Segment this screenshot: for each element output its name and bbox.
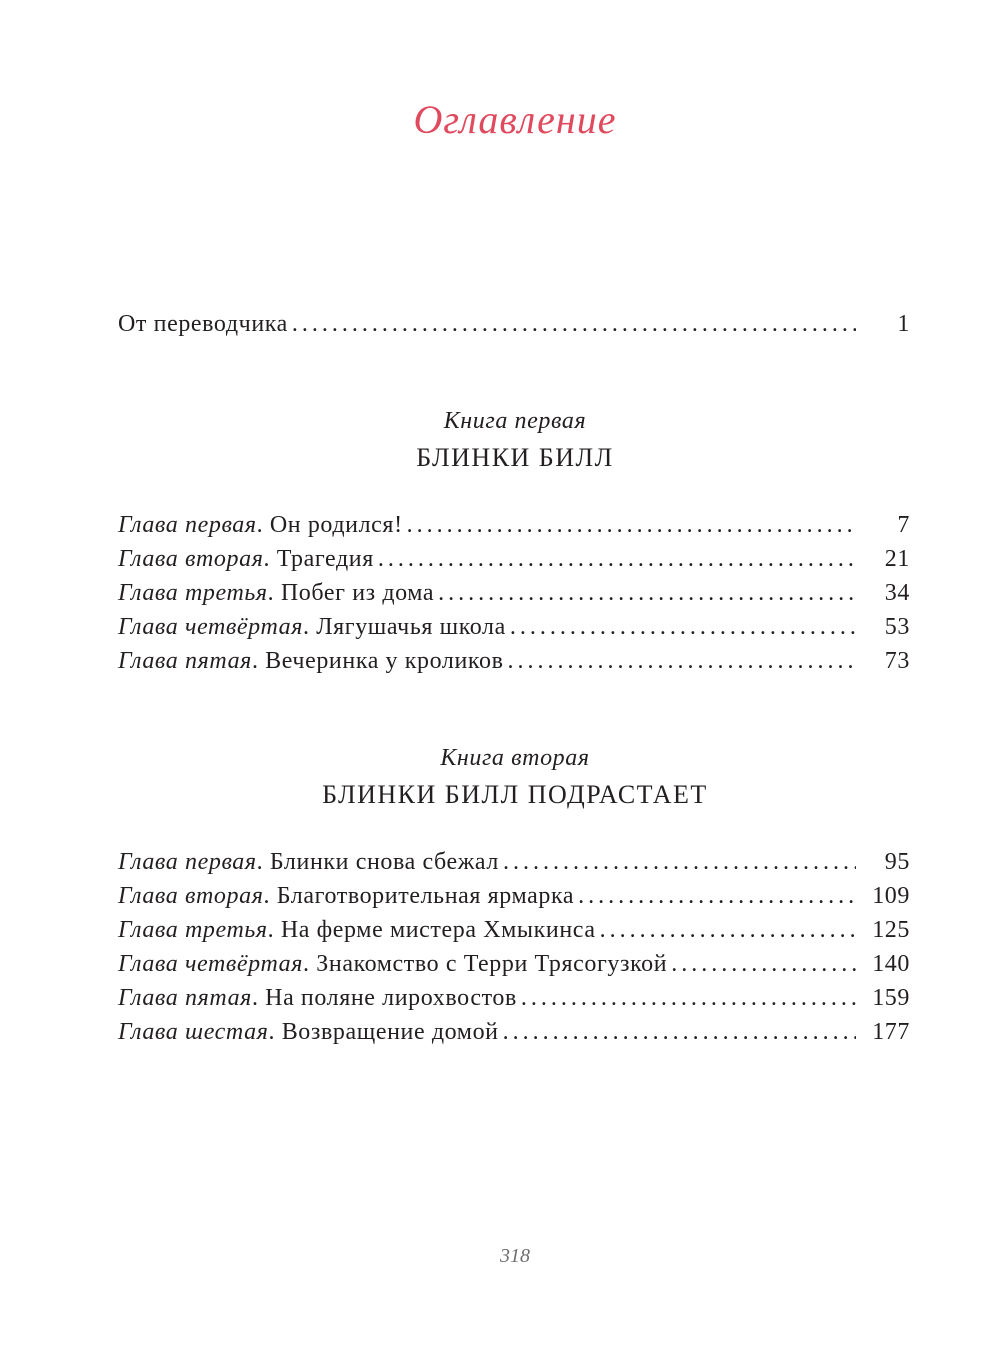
dot-leader: [292, 309, 856, 339]
toc-entry[interactable]: [118, 646, 910, 676]
chapter-title: На ферме мистера Хмыкинса: [280, 917, 596, 943]
chapter-title: Возвращение домой: [281, 1019, 499, 1045]
chapter-number: Глава шестая: [118, 1019, 269, 1045]
dot-leader: [510, 612, 856, 642]
toc-page-number: 34: [884, 580, 910, 606]
chapter-number: Глава первая: [118, 849, 257, 875]
toc-page-number: 1: [897, 311, 910, 337]
chapter-title: Благотворительная ярмарка: [276, 883, 575, 909]
chapter-number: Глава пятая: [118, 648, 252, 674]
chapter-title: Он родился!: [269, 512, 403, 538]
toc-page-number: 177: [872, 1019, 910, 1045]
toc-entry-label: Глава пятая. Вечеринка у кроликов: [118, 648, 504, 674]
toc-entry-label: Глава первая. Он родился!: [118, 512, 403, 538]
toc-page-number: 125: [872, 917, 910, 943]
chapter-number: Глава вторая: [118, 883, 264, 909]
dot-leader: [438, 578, 856, 608]
chapter-number: Глава первая: [118, 512, 257, 538]
chapter-number: Глава четвёртая: [118, 951, 304, 977]
chapter-number: Глава четвёртая: [118, 614, 304, 640]
dot-leader: [378, 544, 856, 574]
toc-page-number: 73: [884, 648, 910, 674]
toc-entry-label: Глава четвёртая. Лягушачья школа: [118, 614, 506, 640]
chapter-number: Глава третья: [118, 917, 268, 943]
dot-leader: [578, 881, 856, 911]
toc-entry[interactable]: [118, 949, 910, 979]
chapter-title: Блинки снова сбежал: [269, 849, 499, 875]
chapter-title: На поляне лирохвостов: [265, 985, 517, 1011]
toc-entry[interactable]: [118, 612, 910, 642]
toc-entry-label: Глава шестая. Возвращение домой: [118, 1019, 499, 1045]
chapter-title: Лягушачья школа: [316, 614, 506, 640]
toc-entry[interactable]: [118, 1017, 910, 1047]
toc-entry-label: Глава первая. Блинки снова сбежал: [118, 849, 499, 875]
book-title: БЛИНКИ БИЛЛ ПОДРАСТАЕТ: [322, 780, 708, 809]
page-title: Оглавление: [413, 97, 617, 142]
chapter-title: Трагедия: [276, 546, 374, 572]
toc-entry[interactable]: [118, 578, 910, 608]
toc-entry-label: Глава третья. На ферме мистера Хмыкинса: [118, 917, 596, 943]
toc-page-number: 159: [872, 985, 910, 1011]
toc-page-number: 53: [884, 614, 910, 640]
toc-entry-label: Глава третья. Побег из дома: [118, 580, 435, 606]
toc-entry-intro[interactable]: [118, 309, 910, 339]
dot-leader: [503, 1017, 856, 1047]
dot-leader: [600, 915, 856, 945]
chapter-number: Глава вторая: [118, 546, 264, 572]
toc-page-number: 95: [884, 849, 910, 875]
page-number: 318: [500, 1245, 530, 1267]
toc-entry[interactable]: [118, 881, 910, 911]
dot-leader: [407, 510, 856, 540]
toc-entry-label: От переводчика: [118, 311, 288, 337]
dot-leader: [671, 949, 856, 979]
toc-entry[interactable]: [118, 915, 910, 945]
book-title: БЛИНКИ БИЛЛ: [416, 443, 614, 472]
dot-leader: [521, 983, 856, 1013]
chapter-title: Побег из дома: [280, 580, 435, 606]
chapter-title: Вечеринка у кроликов: [265, 648, 504, 674]
chapter-number: Глава третья: [118, 580, 268, 606]
toc-page-number: 7: [897, 512, 910, 538]
toc-page-number: 21: [884, 546, 910, 572]
toc-entry[interactable]: [118, 544, 910, 574]
toc-entry-label: Глава четвёртая. Знакомство с Терри Трясогузкой: [118, 951, 668, 977]
toc-entry-label: Глава пятая. На поляне лирохвостов: [118, 985, 517, 1011]
dot-leader: [503, 847, 856, 877]
toc-page-number: 109: [872, 883, 910, 909]
chapter-title: Знакомство с Терри Трясогузкой: [316, 951, 668, 977]
toc-entry[interactable]: [118, 983, 910, 1013]
book-subtitle: Книга вторая: [440, 745, 590, 771]
book-subtitle: Книга первая: [443, 408, 587, 434]
toc-page-number: 140: [872, 951, 910, 977]
chapter-number: Глава пятая: [118, 985, 252, 1011]
toc-entry-label: Глава вторая. Благотворительная ярмарка: [118, 883, 575, 909]
toc-entry[interactable]: [118, 847, 910, 877]
toc-entry-label: Глава вторая. Трагедия: [118, 546, 374, 572]
toc-entry[interactable]: [118, 510, 910, 540]
dot-leader: [508, 646, 857, 676]
